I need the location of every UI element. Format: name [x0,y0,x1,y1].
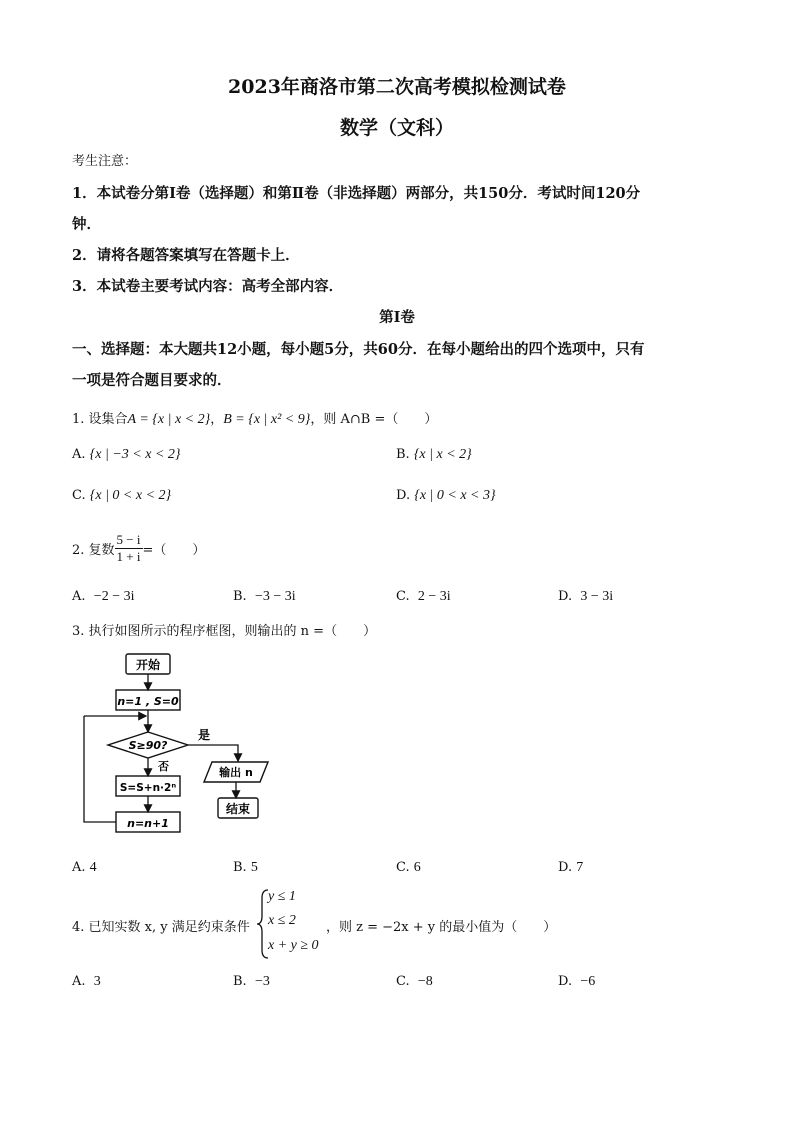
flow-update-s-label: S=S+n·2ⁿ [119,782,177,794]
q2-option-d[interactable] [558,589,613,605]
flowchart [70,648,290,848]
q2-option-a[interactable] [72,589,134,605]
notes-heading: 考生注意： [72,154,138,169]
q2-suffix: =（ ） [142,543,206,558]
note-item-2: 2．请将各题答案填写在答题卡上． [72,247,300,264]
option-text: −8 [417,974,433,989]
option-text: −3 [254,974,270,989]
exam-subtitle: 数学（文科） [339,117,454,139]
option-label: D. [558,589,573,604]
option-label: C. [396,860,410,875]
q4-ask: ，则 z = −2x + y 的最小值为（ ） [326,920,557,935]
option-text: 6 [413,860,421,875]
q2-numerator: 5 − i [116,532,141,547]
option-text: {x | −3 < x < 2} [89,447,181,462]
question-2 [72,532,205,565]
option-text: −3 − 3i [254,589,296,604]
section-intro-cont: 一项是符合题目要求的． [72,372,232,389]
option-text: {x | x < 2} [413,447,472,462]
q2-prefix: 2. 复数 [72,543,115,558]
option-text: 4 [89,860,97,875]
note-item-1: 1．本试卷分第Ⅰ卷（选择题）和第Ⅱ卷（非选择题）两部分，共150分．考试时间120分 [72,185,641,202]
q3-option-d[interactable] [558,860,583,876]
option-text: 3 [93,974,101,989]
option-label: B. [233,860,247,875]
flow-yes-label: 是 [198,728,211,742]
q2-denominator: 1 + i [116,549,141,564]
option-text: {x | 0 < x < 3} [414,488,496,503]
q4-prefix: 4. 已知实数 x, y 满足约束条件 [72,920,250,935]
q1-set-b: B = {x | x² < 9} [223,412,311,427]
q4-option-a[interactable] [72,974,101,990]
option-text: −6 [580,974,596,989]
option-label: C. [396,974,410,989]
section-intro: 一、选择题：本大题共12小题，每小题5分，共60分．在每小题给出的四个选项中，只有 [72,341,645,358]
q2-option-b[interactable] [233,589,296,605]
q2-option-c[interactable] [396,589,451,605]
q2-fraction [115,532,143,565]
option-label: D. [396,488,411,503]
q4-constraint-2: x ≤ 2 [268,913,296,928]
flow-end-label: 结束 [225,802,251,816]
q4-constraint-3: x + y ≥ 0 [268,938,319,953]
flow-condition-label: S≥90? [128,739,168,752]
question-3: 3. 执行如图所示的程序框图，则输出的 n =（ ） [72,624,377,639]
option-text: 7 [576,860,584,875]
flow-output-label: 输出 n [219,766,253,779]
option-text: 3 − 3i [580,589,614,604]
option-label: B. [396,447,410,462]
option-label: A. [72,589,86,604]
option-label: D. [558,974,573,989]
option-label: C. [72,488,86,503]
q1-option-c[interactable] [72,488,171,504]
question-1 [72,408,437,428]
option-label: B. [233,589,247,604]
option-label: A. [72,974,86,989]
q3-option-c[interactable] [396,860,421,876]
option-text: 2 − 3i [417,589,451,604]
q1-option-a[interactable] [72,447,181,463]
q3-option-a[interactable] [72,860,97,876]
q4-constraint-1: y ≤ 1 [268,889,296,904]
q4-option-b[interactable] [233,974,270,990]
section-title: 第Ⅰ卷 [379,309,415,326]
q1-ask: ，则 A∩B =（ ） [310,412,438,427]
q4-option-c[interactable] [396,974,433,990]
q1-option-b[interactable] [396,447,472,463]
option-text: {x | 0 < x < 2} [89,488,172,503]
flow-start-label: 开始 [135,658,161,672]
note-item-1-cont: 钟． [72,216,101,233]
flow-update-n-label: n=n+1 [127,817,169,830]
q1-sep: ， [210,412,224,427]
option-label: C. [396,589,410,604]
q1-prefix: 1. 设集合 [72,412,128,427]
q1-option-d[interactable] [396,488,496,504]
option-label: D. [558,860,573,875]
note-item-3: 3．本试卷主要考试内容：高考全部内容． [72,278,344,295]
option-text: −2 − 3i [93,589,135,604]
q1-set-a: A = {x | x < 2} [127,412,211,427]
exam-title: 2023年商洛市第二次高考模拟检测试卷 [228,76,566,98]
option-label: A. [72,447,86,462]
flow-init-label: n=1 , S=0 [117,695,179,708]
q4-option-d[interactable] [558,974,595,990]
flow-no-label: 否 [158,760,169,773]
option-text: 5 [250,860,258,875]
option-label: A. [72,860,86,875]
option-label: B. [233,974,247,989]
q3-option-b[interactable] [233,860,258,876]
